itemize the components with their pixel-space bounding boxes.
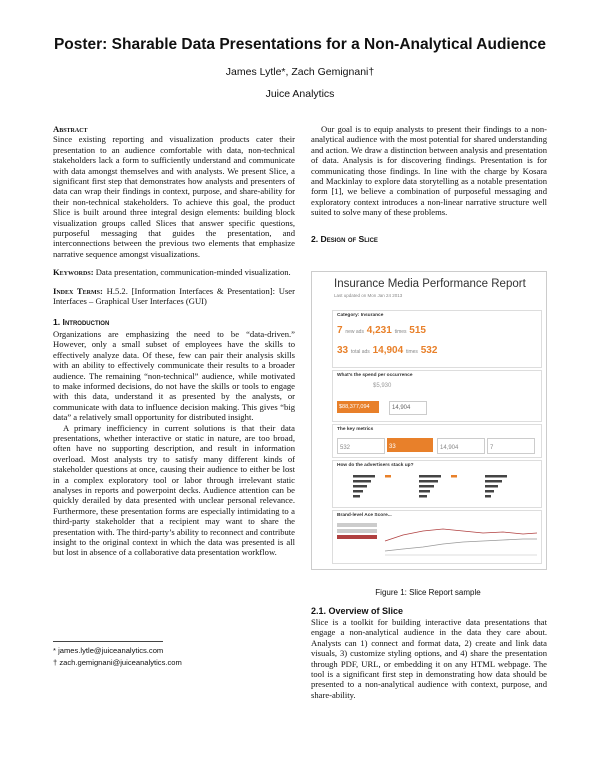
goal-paragraph: Our goal is to equip analysts to present their findings to a non-analytical audience with the most potential for shared understanding and action. We draw a distinction between analysis and presentation of data. Analysis is for discovering findings. Presentation is for communicating those findings. In line with the charge by Kosara and Mackinlay to explore data storytelling as a notable presentation form [1], we believe a combination of purposeful messaging and exploratory context introduces a non-linear narrative structure well suited to solve many of these problems.	[311, 124, 547, 218]
section-2-heading: 2. Design of Slice	[311, 233, 378, 244]
paper-authors: James Lytle*, Zach Gemignani†	[225, 66, 375, 78]
footnote-1: * james.lytle@juiceanalytics.com	[53, 646, 164, 655]
intro-paragraph-1: Organizations are emphasizing the need to be “data-driven.” However, only a small subset of employees have the skills to effectively analyze data. Of these, few can pair their analysis skills with an ability to effectively communicate their results to a broader audience. The remaining “non-technical” audience, while motivated to make informed decisions, do not have the skills or tools to engage with this data, understand it as presented by the analysts, or communicate with data to influence decision making. This gives “big data” a relatively small opportunity for distributed insight.	[53, 328, 295, 423]
metric-a: 532	[337, 438, 385, 454]
paper-affiliation: Juice Analytics	[265, 88, 335, 100]
keywords-heading: Keywords:	[53, 267, 94, 278]
advertiser-bars	[333, 461, 541, 507]
metric-row-1: 7 new ads 4,231 times 515	[337, 325, 426, 336]
panel-advertisers	[332, 460, 542, 508]
footnote-rule	[53, 641, 163, 642]
paper-title: Poster: Sharable Data Presentations for a Non-Analytical Audience	[53, 36, 547, 53]
figure-slice-report	[311, 271, 547, 570]
index-terms-text: H.5.2. [Information Interfaces & Presentation]: User Interfaces – Graphical User Interfaces (GUI)	[53, 285, 295, 307]
panel-advertisers-title: How do the advertisers stack up?	[337, 463, 414, 468]
overview-text: Slice is a toolkit for building interactive data presentations that engage a non-analytical audience in the data they care about. Analysts can 1) connect and format data, 2) create and link data visuals, 3) customize styling options, and 4) share the presentation through PDF, URL, or embedding it on any HTML webpage. The tool is a significant first step in demonstrating how data should be presented to a non-analytical audience with context, purpose, and share-ability.	[311, 617, 547, 700]
metric-d: 7	[487, 438, 535, 454]
panel-category-title: Category: Insurance	[337, 313, 384, 318]
report-subtitle: Last updated on Mon Jan 24 2013	[334, 293, 403, 298]
spend-c: 14,904	[389, 401, 427, 415]
panel-spend	[332, 370, 542, 422]
keywords-text: Data presentation, communication-minded visualization.	[95, 267, 291, 278]
panel-ace-score	[332, 510, 542, 564]
figure-caption: Figure 1: Slice Report sample	[375, 588, 481, 597]
panel-category	[332, 310, 542, 368]
abstract-text: Since existing reporting and visualization products cater their presentation to an audience comfortable with data, non-technical stakeholders lack a form to sufficiently understand and communicate with data amongst themselves and with analysts. We present Slice, a significant first step that demonstrates how analysts and presenters of data can wrap their findings in context, purpose, and share-ability for their non-technical stakeholders. To achieve this goal, the product Slice is built around three integral design elements: building block visualization groups called Slices that answer specific questions, purposeful messaging that guides the presentation, and interconnections between the previous two elements that emphasize narrative sequence amongst visualizations.	[53, 134, 295, 259]
keywords-paragraph	[53, 267, 295, 277]
panel-key-metrics-title: The key metrics	[337, 427, 374, 432]
ace-score-chart	[333, 511, 541, 563]
left-column	[53, 124, 295, 558]
intro-heading: 1. Introduction	[53, 316, 110, 327]
right-column	[311, 124, 547, 246]
footnote-2: † zach.gemignani@juiceanalytics.com	[53, 658, 182, 667]
index-terms-paragraph	[53, 286, 295, 307]
metric-row-2: 33 total ads 14,904 times 532	[337, 345, 438, 356]
spend-b: $88,377,094	[337, 401, 379, 413]
metric-c: 14,904	[437, 438, 485, 454]
overview-heading: 2.1. Overview of Slice	[311, 606, 404, 616]
panel-key-metrics	[332, 424, 542, 458]
index-terms-heading: Index Terms:	[53, 285, 103, 296]
intro-paragraph-2: A primary inefficiency in current solutions is that their data presentations, whether interactive or static in nature, are too broad, often have no supporting description, and result in information overload. Most analysts try to satisfy many different kinds of stakeholder questions at once, causing their audience to either be lost in a complex exploratory tool or labor through irrelevant static analyses in reports and powerpoint decks. Audience attention can be quickly derailed by data presented with unclear personal relevance. Furthermore, these presentation forms are especially intimidating to a third-party stakeholder that a recipient may want to share the presentation with. The third-party’s ability to reconnect and contribute insight to the original context in which the data was presented is all but lost in absence of a collaborative data presentation workflow.	[53, 422, 295, 558]
metric-b: 33	[387, 438, 433, 452]
abstract-paragraph	[53, 124, 295, 259]
spend-a: $5,930	[373, 383, 392, 389]
panel-spend-title: What's the spend per occurrence	[337, 373, 413, 378]
panel-ace-score-title: Brand-level Ace Score...	[337, 513, 392, 518]
report-title: Insurance Media Performance Report	[334, 278, 526, 290]
abstract-heading: Abstract	[53, 124, 88, 134]
